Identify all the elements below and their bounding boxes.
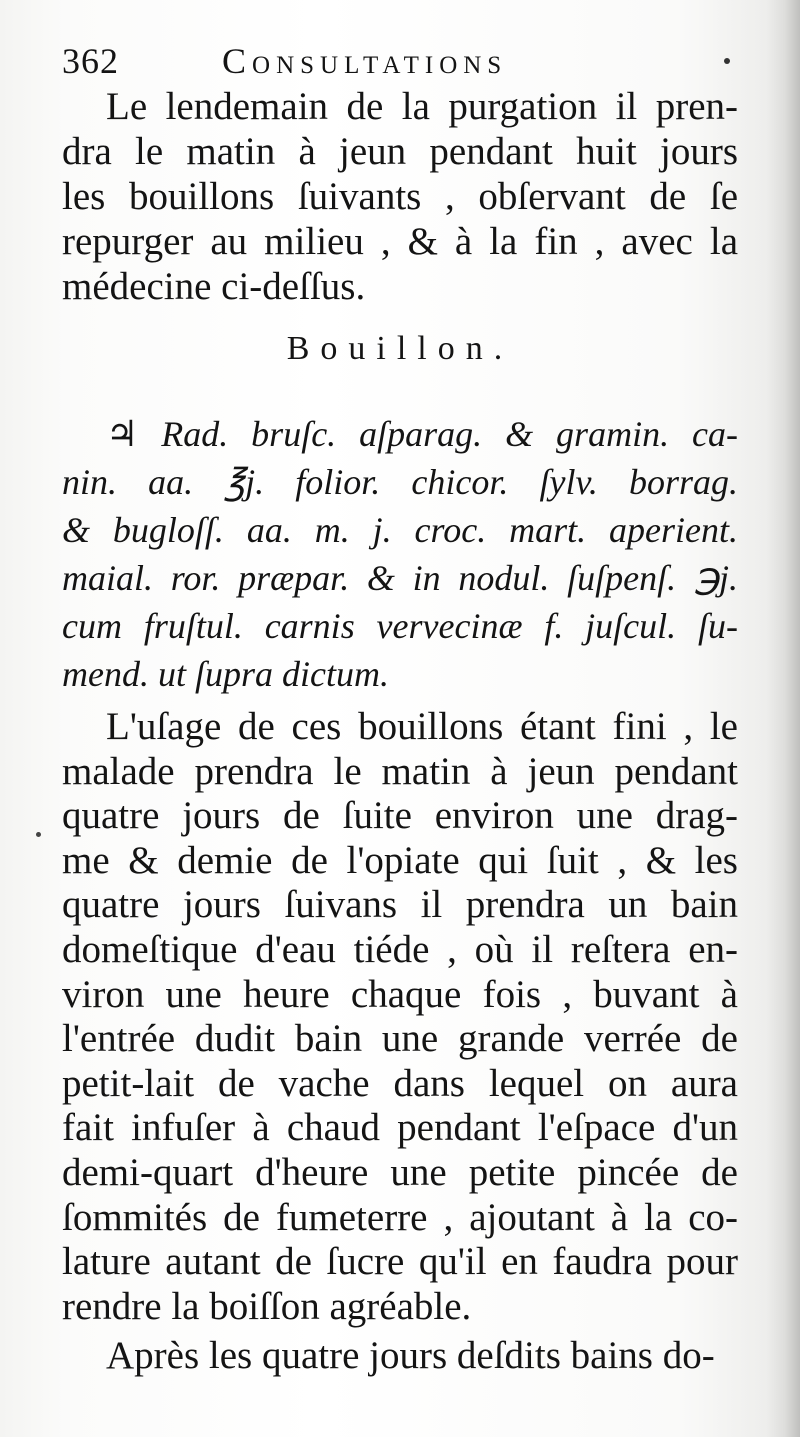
text-line: médecine ci-deſſus. <box>62 265 366 308</box>
text-line: rendre la boiſſon agréable. <box>62 1284 472 1328</box>
text-line: quatre jours ſuivans il prendra un bain <box>62 883 738 927</box>
text-line: repurger au milieu , & à la fin , avec la <box>62 220 738 263</box>
text-line: fait infuſer à chaud pendant l'eſpace d'un <box>62 1106 738 1150</box>
running-head: Consultations <box>222 41 508 81</box>
text-line: viron une heure chaque fois , buvant à <box>62 972 738 1016</box>
text-line: domeſtique d'eau tiéde , où il reſtera en- <box>62 927 738 971</box>
text-line: L'uſage de ces bouillons étant fini , le <box>106 705 738 748</box>
recipe-line: nin. aa. ℥j. folior. chicor. ſylv. borrag. <box>62 462 738 502</box>
paragraph-usage <box>62 705 738 1329</box>
section-heading: Bouillon. <box>286 330 514 367</box>
printer-dot-mark <box>724 58 730 64</box>
recipe-line: ♃ Rad. bruſc. aſparag. & gramin. ca- <box>106 414 738 454</box>
text-line: ſommités de fumeterre , ajoutant à la co- <box>62 1195 738 1239</box>
ink-speck <box>36 832 41 837</box>
text-line: malade prendra le matin à jeun pendant <box>62 749 738 793</box>
text-line: l'entrée dudit bain une grande verrée de <box>62 1017 738 1061</box>
page-gutter-shadow <box>766 0 800 1437</box>
recipe-line: maial. ror. præpar. & in nodul. ſuſpenſ. ℈j. <box>62 558 738 598</box>
text-line: dra le matin à jeun pendant huit jours <box>62 130 738 173</box>
text-line: les bouillons ſuivants , obſervant de ſe <box>62 175 738 218</box>
recipe-line: cum fruſtul. carnis vervecinæ f. juſcul. ſu- <box>62 606 738 646</box>
text-line: demi-quart d'heure une petite pincée de <box>62 1150 738 1194</box>
text-line: me & demie de l'opiate qui ſuit , & les <box>62 838 738 882</box>
recipe-line: & bugloſſ. aa. m. j. croc. mart. aperient. <box>62 510 738 550</box>
recipe-line: mend. ut ſupra dictum. <box>62 654 389 694</box>
text-line: lature autant de ſucre qu'il en faudra pour <box>62 1240 738 1284</box>
page-number: 362 <box>62 41 119 81</box>
recipe-prescription <box>62 410 738 698</box>
text-line: quatre jours de ſuite environ une drag- <box>62 794 738 838</box>
page-header <box>62 40 738 90</box>
paragraph-purgation <box>62 84 738 309</box>
text-line: Le lendemain de la purgation il pren- <box>106 85 738 128</box>
paragraph-after-baths <box>62 1333 738 1378</box>
text-line: petit-lait de vache dans lequel on aura <box>62 1061 738 1105</box>
text-line: Après les quatre jours deſdits bains do- <box>106 1334 715 1377</box>
